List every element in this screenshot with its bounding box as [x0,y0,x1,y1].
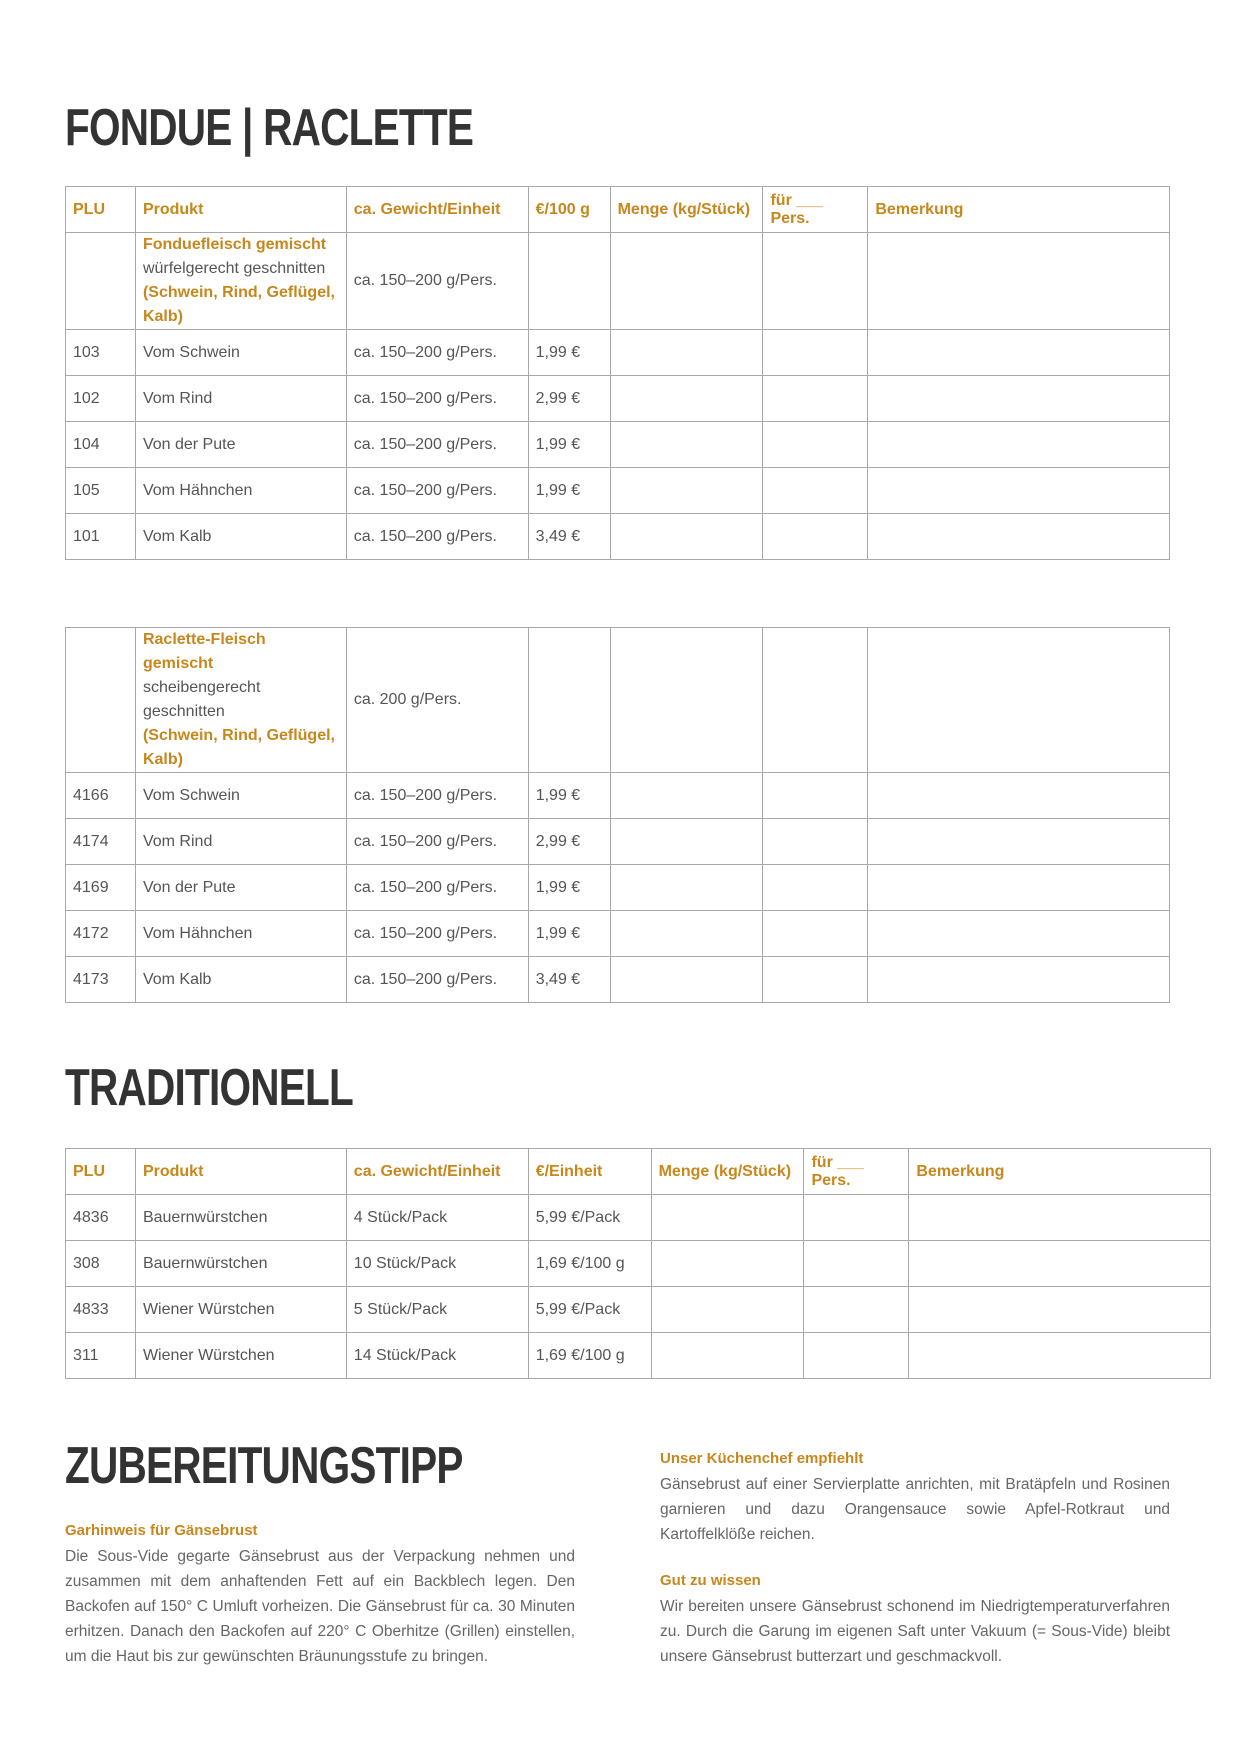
menge-input-cell[interactable] [610,773,763,819]
table-row [66,376,1170,422]
menge-input-cell[interactable] [610,233,763,330]
product-cut: würfelgerecht geschnitten [142,260,326,277]
section-title-zubereitungstipp: ZUBEREITUNGSTIPP [65,1437,463,1495]
weight-cell: ca. 150–200 g/Pers. [346,911,528,957]
product-cell: Vom Rind [135,819,346,865]
table-row [66,957,1170,1003]
tipp-left-text: Die Sous-Vide gegarte Gänsebrust aus der Verpackung nehmen und zusammen mit dem anhaftenden Fett auf ein Backblech legen. Den Backofen auf 150° C Umluft vorheizen. Die Gänsebrust für ca. 30 Minuten erhitzen. Danach den Backofen auf 220° C Oberhitze (Grillen) einstellen, um die Haut bis zur gewünschten Bräunungsstufe zu bringen. [65,1548,575,1665]
plu-cell: 101 [66,514,136,560]
personen-input-cell[interactable] [763,957,868,1003]
price-cell: 5,99 €/Pack [528,1195,651,1241]
weight-cell: ca. 150–200 g/Pers. [346,773,528,819]
bemerkung-input-cell[interactable] [909,1241,1211,1287]
weight-cell: ca. 150–200 g/Pers. [346,233,528,330]
product-group-name: Raclette-Fleisch gemischt [142,631,266,672]
price-cell: 1,99 € [528,468,610,514]
fondue-table [65,186,1170,560]
weight-cell: ca. 150–200 g/Pers. [346,957,528,1003]
menge-input-cell[interactable] [651,1287,804,1333]
bemerkung-input-cell[interactable] [868,233,1170,330]
plu-cell: 103 [66,330,136,376]
header-personen: für ___ Pers. [804,1149,909,1195]
section-title-traditionell: TRADITIONELL [65,1059,354,1117]
weight-cell: ca. 150–200 g/Pers. [346,376,528,422]
menge-input-cell[interactable] [610,376,763,422]
table-row [66,330,1170,376]
price-cell: 2,99 € [528,819,610,865]
product-cell: Vom Rind [135,376,346,422]
product-cell: Vom Hähnchen [135,911,346,957]
table-row [66,865,1170,911]
bemerkung-input-cell[interactable] [909,1333,1211,1379]
weight-cell: ca. 150–200 g/Pers. [346,865,528,911]
personen-input-cell[interactable] [763,422,868,468]
tipp-right-text-2: Wir bereiten unsere Gänsebrust schonend im Niedrigtemperaturverfahren zu. Durch die Garung im eigenen Saft unter Vakuum (= Sous-Vide) bleibt unsere Gänsebrust butterzart und geschmackvoll. [660,1598,1170,1665]
table-header-row [66,187,1170,233]
table-row-intro [66,628,1170,773]
bemerkung-input-cell[interactable] [868,468,1170,514]
weight-cell: 4 Stück/Pack [346,1195,528,1241]
bemerkung-input-cell[interactable] [909,1195,1211,1241]
personen-input-cell[interactable] [763,773,868,819]
menge-input-cell[interactable] [651,1195,804,1241]
header-produkt: Produkt [135,1149,346,1195]
weight-cell: ca. 200 g/Pers. [346,628,528,773]
product-cell: Wiener Würstchen [135,1287,346,1333]
plu-cell: 4166 [66,773,136,819]
personen-input-cell[interactable] [763,330,868,376]
table-row [66,1195,1211,1241]
product-cell: Wiener Würstchen [135,1333,346,1379]
table-row [66,911,1170,957]
product-mix: (Schwein, Rind, Geflügel, Kalb) [142,727,335,768]
price-cell: 3,49 € [528,514,610,560]
header-gewicht: ca. Gewicht/Einheit [346,1149,528,1195]
price-cell: 1,99 € [528,422,610,468]
menge-input-cell[interactable] [610,957,763,1003]
bemerkung-input-cell[interactable] [868,911,1170,957]
header-bemerkung: Bemerkung [909,1149,1211,1195]
plu-cell: 4174 [66,819,136,865]
menge-input-cell[interactable] [610,865,763,911]
table-row [66,1287,1211,1333]
plu-cell: 4833 [66,1287,136,1333]
tipp-left-heading: Garhinweis für Gänsebrust [65,1522,258,1539]
menge-input-cell[interactable] [610,819,763,865]
menge-input-cell[interactable] [610,330,763,376]
header-menge: Menge (kg/Stück) [610,187,763,233]
product-cell: Bauernwürstchen [135,1241,346,1287]
header-preis: €/Einheit [528,1149,651,1195]
menge-input-cell[interactable] [610,911,763,957]
personen-input-cell[interactable] [804,1195,909,1241]
menge-input-cell[interactable] [610,468,763,514]
plu-cell: 311 [66,1333,136,1379]
plu-cell: 308 [66,1241,136,1287]
product-cell: Vom Schwein [135,773,346,819]
traditionell-table [65,1148,1211,1379]
menge-input-cell[interactable] [610,514,763,560]
bemerkung-input-cell[interactable] [868,330,1170,376]
price-cell: 1,99 € [528,911,610,957]
product-cell: Von der Pute [135,422,346,468]
header-preis: €/100 g [528,187,610,233]
product-group-name: Fonduefleisch gemischt [142,236,327,253]
product-description [135,628,346,773]
plu-cell: 4173 [66,957,136,1003]
product-cell: Vom Kalb [135,514,346,560]
product-cell: Bauernwürstchen [135,1195,346,1241]
header-bemerkung: Bemerkung [868,187,1170,233]
bemerkung-input-cell[interactable] [868,514,1170,560]
plu-cell: 4169 [66,865,136,911]
table-row [66,819,1170,865]
tipp-right-heading-1: Unser Küchenchef empfiehlt [660,1450,864,1467]
price-cell: 1,69 €/100 g [528,1241,651,1287]
product-cell: Vom Hähnchen [135,468,346,514]
product-cell: Von der Pute [135,865,346,911]
personen-input-cell[interactable] [804,1287,909,1333]
tipp-right-heading-2: Gut zu wissen [660,1572,761,1589]
price-cell [528,233,610,330]
price-cell [528,628,610,773]
header-gewicht: ca. Gewicht/Einheit [346,187,528,233]
price-cell: 1,69 €/100 g [528,1333,651,1379]
product-cell: Vom Kalb [135,957,346,1003]
tipp-right-text-1: Gänsebrust auf einer Servierplatte anrichten, mit Bratäpfeln und Rosinen garnieren und dazu Orangensauce sowie Apfel-Rotkraut und Kartoffelklöße reichen. [660,1476,1170,1543]
bemerkung-input-cell[interactable] [868,819,1170,865]
bemerkung-input-cell[interactable] [868,773,1170,819]
table-row [66,1333,1211,1379]
weight-cell: ca. 150–200 g/Pers. [346,330,528,376]
plu-cell: 102 [66,376,136,422]
bemerkung-input-cell[interactable] [909,1287,1211,1333]
personen-input-cell[interactable] [804,1333,909,1379]
personen-input-cell[interactable] [763,514,868,560]
bemerkung-input-cell[interactable] [868,865,1170,911]
product-cut: scheibengerecht geschnitten [142,679,261,720]
price-cell: 3,49 € [528,957,610,1003]
table-row [66,468,1170,514]
menge-input-cell[interactable] [610,422,763,468]
price-cell: 1,99 € [528,330,610,376]
bemerkung-input-cell[interactable] [868,422,1170,468]
price-cell: 1,99 € [528,773,610,819]
bemerkung-input-cell[interactable] [868,957,1170,1003]
personen-input-cell[interactable] [763,233,868,330]
menge-input-cell[interactable] [651,1333,804,1379]
header-personen: für ___ Pers. [763,187,868,233]
product-description [135,233,346,330]
bemerkung-input-cell[interactable] [868,376,1170,422]
weight-cell: 5 Stück/Pack [346,1287,528,1333]
price-cell: 5,99 €/Pack [528,1287,651,1333]
table-row [66,773,1170,819]
weight-cell: 10 Stück/Pack [346,1241,528,1287]
table-row-intro [66,233,1170,330]
weight-cell: ca. 150–200 g/Pers. [346,422,528,468]
menge-input-cell[interactable] [610,628,763,773]
plu-cell: 105 [66,468,136,514]
price-cell: 1,99 € [528,865,610,911]
table-row [66,514,1170,560]
price-cell: 2,99 € [528,376,610,422]
weight-cell: ca. 150–200 g/Pers. [346,514,528,560]
header-produkt: Produkt [135,187,346,233]
weight-cell: 14 Stück/Pack [346,1333,528,1379]
personen-input-cell[interactable] [763,819,868,865]
weight-cell: ca. 150–200 g/Pers. [346,468,528,514]
product-cell: Vom Schwein [135,330,346,376]
table-row [66,422,1170,468]
bemerkung-input-cell[interactable] [868,628,1170,773]
personen-input-cell[interactable] [763,628,868,773]
personen-input-cell[interactable] [763,376,868,422]
header-plu: PLU [66,187,136,233]
product-mix: (Schwein, Rind, Geflügel, Kalb) [142,284,335,325]
personen-input-cell[interactable] [763,468,868,514]
table-row [66,1241,1211,1287]
plu-cell: 4172 [66,911,136,957]
table-header-row [66,1149,1211,1195]
header-menge: Menge (kg/Stück) [651,1149,804,1195]
personen-input-cell[interactable] [763,865,868,911]
plu-cell: 104 [66,422,136,468]
header-plu: PLU [66,1149,136,1195]
weight-cell: ca. 150–200 g/Pers. [346,819,528,865]
section-title-fondue: FONDUE | RACLETTE [65,99,474,157]
raclette-table [65,627,1170,1003]
menge-input-cell[interactable] [651,1241,804,1287]
plu-cell: 4836 [66,1195,136,1241]
personen-input-cell[interactable] [804,1241,909,1287]
personen-input-cell[interactable] [763,911,868,957]
